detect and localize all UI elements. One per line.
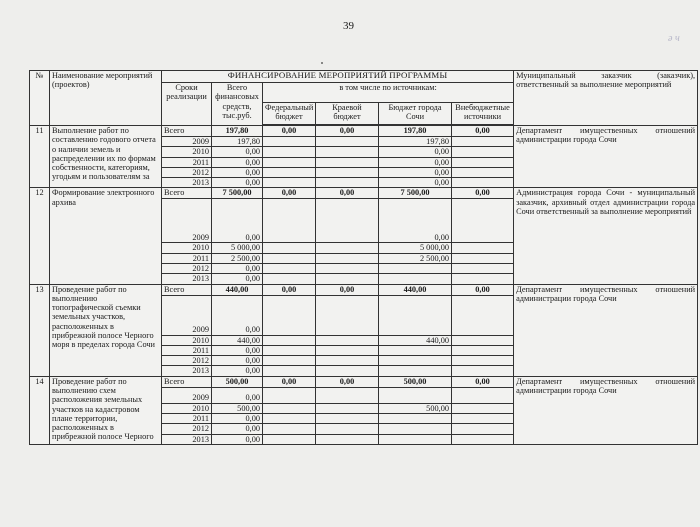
year-federal [263,434,316,444]
year-extra [452,157,514,167]
year-sum: 0,00 [212,356,263,366]
year-extra [452,387,514,403]
year-sum: 0,00 [212,424,263,434]
year-regional [316,356,379,366]
page-number: 39 [343,20,354,32]
year-regional [316,147,379,157]
year-city [379,434,452,444]
year: 2013 [162,178,212,188]
year-federal [263,366,316,376]
total-regional: 0,00 [316,376,379,387]
total-extra: 0,00 [452,188,514,199]
year-sum: 0,00 [212,434,263,444]
total-federal: 0,00 [263,376,316,387]
header-financing: ФИНАНСИРОВАНИЕ МЕРОПРИЯТИЙ ПРОГРАММЫ [162,71,514,83]
year-city [379,413,452,423]
year-extra [452,243,514,253]
year-federal [263,274,316,284]
row-number: 12 [30,188,50,284]
year-city: 0,00 [379,147,452,157]
year-federal [263,199,316,243]
year-federal [263,345,316,355]
year-city [379,356,452,366]
year-sum: 0,00 [212,295,263,335]
year-city: 2 500,00 [379,253,452,263]
year-regional [316,274,379,284]
year-federal [263,356,316,366]
total-label: Всего [162,188,212,199]
year-regional [316,366,379,376]
handwritten-mark: ǝ ч [668,33,680,44]
year-federal [263,413,316,423]
responsible-party: Департамент имущественных отношений администрации города Сочи [514,284,698,376]
total-sum: 197,80 [212,126,263,137]
header-sources: в том числе по источникам: [263,83,514,103]
header-total: Всего финансовых средств, тыс.руб. [212,83,263,126]
year: 2011 [162,157,212,167]
year: 2010 [162,335,212,345]
measure-name: Формирование электронного архива [50,188,162,284]
year-federal [263,137,316,147]
total-label: Всего [162,284,212,295]
year-federal [263,295,316,335]
header-name: Наименование мероприятий (проектов) [50,71,162,126]
total-federal: 0,00 [263,284,316,295]
year-regional [316,243,379,253]
year-regional [316,178,379,188]
header-num: № [30,71,50,126]
year-city: 0,00 [379,157,452,167]
year-city [379,274,452,284]
year-city: 500,00 [379,403,452,413]
measure-name: Выполнение работ по составлению годового отчета о наличии земель и распределении их по формам собственности, категориям, угодьям и пользователям за [50,126,162,188]
year: 2011 [162,253,212,263]
responsible-party: Департамент имущественных отношений администрации города Сочи [514,376,698,444]
year-regional [316,345,379,355]
year-sum: 5 000,00 [212,243,263,253]
total-city: 500,00 [379,376,452,387]
row-number: 13 [30,284,50,376]
year-regional [316,263,379,273]
year-regional [316,199,379,243]
year-federal [263,335,316,345]
year: 2011 [162,345,212,355]
header-regional: Краевой бюджет [316,103,379,125]
year-regional [316,387,379,403]
responsible-party: Департамент имущественных отношений администрации города Сочи [514,126,698,188]
responsible-party: Администрация города Сочи - муниципальный заказчик, архивный отдел администрации города Сочи ответственный за выполнение мероприятий [514,188,698,284]
year-sum: 0,00 [212,199,263,243]
year-federal [263,243,316,253]
year-sum: 500,00 [212,403,263,413]
year: 2009 [162,295,212,335]
total-city: 7 500,00 [379,188,452,199]
year-extra [452,366,514,376]
year-city [379,387,452,403]
year: 2012 [162,263,212,273]
total-federal: 0,00 [263,126,316,137]
year: 2010 [162,147,212,157]
year-regional [316,403,379,413]
year-sum: 0,00 [212,413,263,423]
header-extra: Внебюджетные источники [452,103,514,125]
total-city: 440,00 [379,284,452,295]
row-number: 14 [30,376,50,444]
total-federal: 0,00 [263,188,316,199]
total-regional: 0,00 [316,126,379,137]
header-city: Бюджет города Сочи [379,103,452,125]
year-federal [263,263,316,273]
year-sum: 2 500,00 [212,253,263,263]
total-regional: 0,00 [316,284,379,295]
year-federal [263,387,316,403]
year-city: 0,00 [379,178,452,188]
total-sum: 500,00 [212,376,263,387]
year-regional [316,335,379,345]
table-row [30,126,698,137]
year-sum: 0,00 [212,274,263,284]
year: 2012 [162,167,212,177]
year-city [379,263,452,273]
total-regional: 0,00 [316,188,379,199]
year: 2011 [162,413,212,423]
year-sum: 0,00 [212,387,263,403]
year-extra [452,263,514,273]
total-city: 197,80 [379,126,452,137]
year: 2012 [162,356,212,366]
total-extra: 0,00 [452,376,514,387]
table-row [30,376,698,387]
total-label: Всего [162,376,212,387]
year-city: 440,00 [379,335,452,345]
year-extra [452,356,514,366]
table-row [30,188,698,199]
year-city [379,366,452,376]
year-regional [316,413,379,423]
year-regional [316,137,379,147]
year: 2013 [162,366,212,376]
year-extra [452,178,514,188]
year-sum: 0,00 [212,157,263,167]
year-federal [263,147,316,157]
year-sum: 0,00 [212,366,263,376]
year: 2009 [162,199,212,243]
year-city [379,424,452,434]
year: 2010 [162,403,212,413]
year-regional [316,424,379,434]
year: 2012 [162,424,212,434]
year-sum: 0,00 [212,263,263,273]
year-city [379,345,452,355]
year-extra [452,199,514,243]
header-terms: Сроки реализации [162,83,212,126]
year-federal [263,157,316,167]
year-regional [316,157,379,167]
header-federal: Федеральный бюджет [263,103,316,125]
year-sum: 0,00 [212,147,263,157]
year-extra [452,403,514,413]
year-regional [316,253,379,263]
year: 2013 [162,434,212,444]
year: 2010 [162,243,212,253]
total-sum: 440,00 [212,284,263,295]
year-extra [452,434,514,444]
table-row [30,284,698,295]
year-sum: 0,00 [212,167,263,177]
total-sum: 7 500,00 [212,188,263,199]
total-label: Всего [162,126,212,137]
row-number: 11 [30,126,50,188]
year-federal [263,403,316,413]
year-sum: 440,00 [212,335,263,345]
year-city: 197,80 [379,137,452,147]
measure-name: Проведение работ по выполнению схем расположения земельных участков на кадастровом плане территории, расположенных в прибрежной полосе Черного [50,376,162,444]
year-federal [263,167,316,177]
year-extra [452,253,514,263]
year-city: 0,00 [379,199,452,243]
year-sum: 0,00 [212,178,263,188]
year-regional [316,295,379,335]
year-extra [452,167,514,177]
year-regional [316,434,379,444]
speck [321,62,323,64]
year-extra [452,147,514,157]
year-city [379,295,452,335]
year-extra [452,335,514,345]
total-extra: 0,00 [452,126,514,137]
year-city: 0,00 [379,167,452,177]
year-sum: 0,00 [212,345,263,355]
year-extra [452,345,514,355]
year-extra [452,413,514,423]
year-federal [263,253,316,263]
measure-name: Проведение работ по выполнению топографической съемки земельных участков, расположенных в прибрежной полосе Черного моря в пределах города Сочи [50,284,162,376]
year-extra [452,295,514,335]
year-extra [452,137,514,147]
year-regional [316,167,379,177]
year-extra [452,424,514,434]
year: 2013 [162,274,212,284]
year-federal [263,178,316,188]
year-federal [263,424,316,434]
year: 2009 [162,387,212,403]
year-sum: 197,80 [212,137,263,147]
year-city: 5 000,00 [379,243,452,253]
total-extra: 0,00 [452,284,514,295]
year-extra [452,274,514,284]
program-financing-table [29,70,698,445]
year: 2009 [162,137,212,147]
header-responsible: Муниципальный заказчик (заказчик), ответственный за выполнение мероприятий [514,71,698,126]
